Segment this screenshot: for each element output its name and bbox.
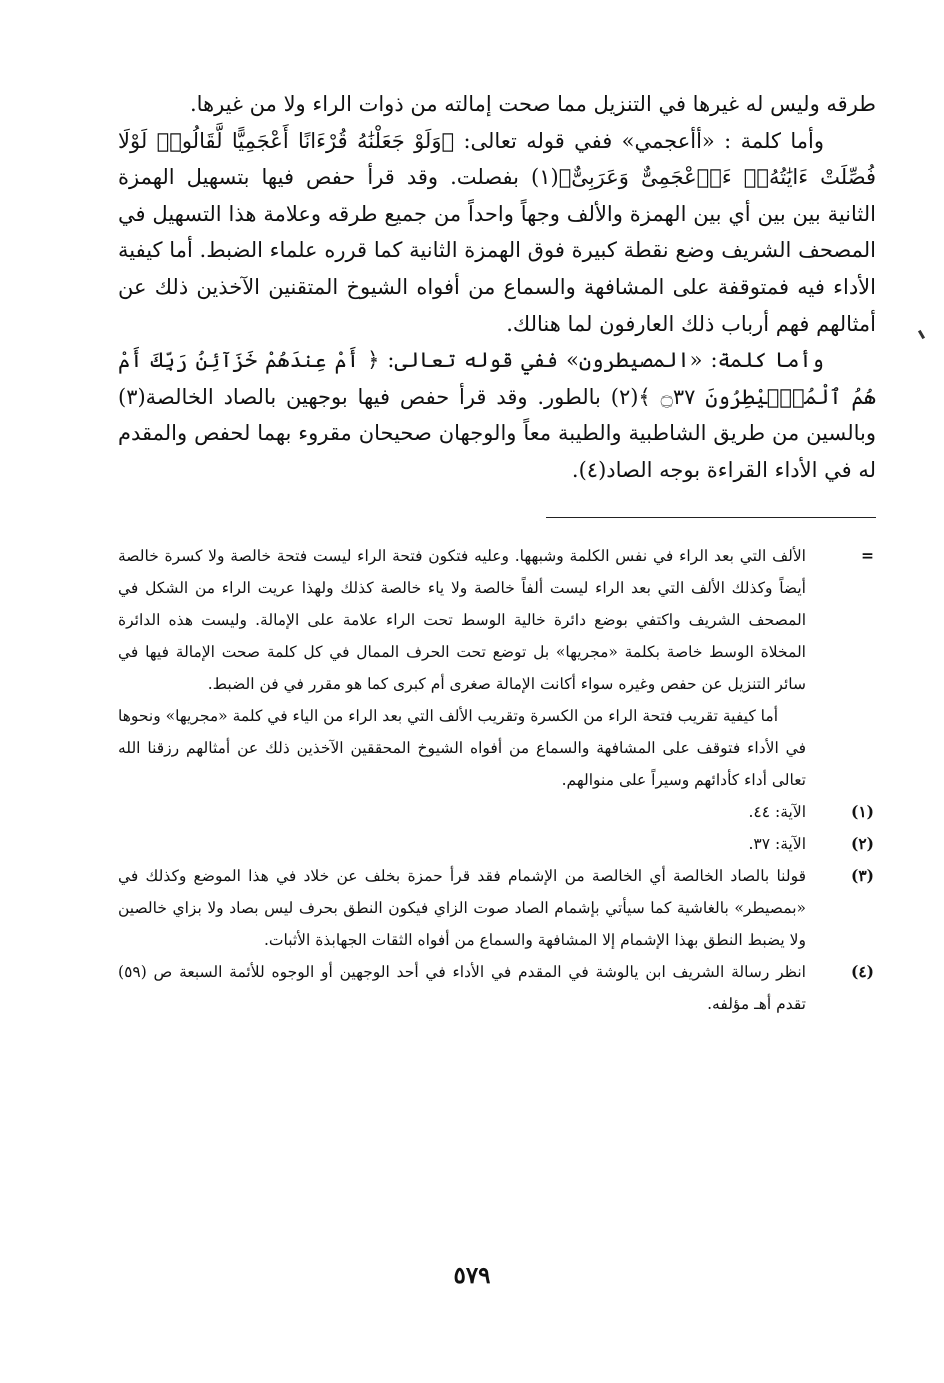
main-paragraph-2: وأما كلمة : «أأعجمي» ففي قوله تعالى: ﴿وَلَوْ جَعَلْنَٰهُ قُرْءَانًا أَعْجَمِيًّا لَّقَالُوا۟ لَوْلَا فُصِّلَتْ ءَايَٰتُهُۥٓ ءَا۬عْجَمِىٌّ وَعَرَبِىٌّ﴾(١) بفصلت. وقد قرأ حفص فيها بتسهيل الهمزة الثانية بين بين أي بين الهمزة والألف وجهاً واحداً من جميع طرقه وعلامة هذا التسهيل في المصحف الشريف وضع نقطة كبيرة فوق الهمزة الثانية كما قرره علماء الضبط. أما كيفية الأداء فيه فمتوقفة على المشافهة والسماع من أفواه الشيوخ المتقنين الآخذين ذلك عن أمثالهم فهم أرباب ذلك العارفون لما هنالك.	[118, 128, 876, 336]
footnote-text: الآية: ٤٤.	[748, 802, 806, 821]
main-paragraph-3: وأما كلمة: «المصيطرون» ففي قوله تعالى: ﴿ أَمْ عِندَهُمْ خَزَآئِنُ رَبِّكَ أَمْ هُمُ ٱلْمُصَۜيْطِرُونَ ۝٣٧ ﴾(٢) بالطور. وقد قرأ حفص فيها بوجهين بالصاد الخالصة(٣) وبالسين من طريق الشاطبية والطيبة معاً والوجهان صحيحان مقروء بهما لحفص والمقدم له في الأداء القراءة بوجه الصاد(٤).	[118, 348, 876, 482]
footnote-continuation	[118, 540, 876, 796]
main-text	[118, 86, 876, 489]
footnote-text: الآية: ٣٧.	[748, 834, 806, 853]
footnote-2	[118, 828, 876, 860]
footnote-text: انظر رسالة الشريف ابن يالوشة في المقدم في الأداء في أحد الوجهين أو الوجوه للأئمة السبعة ص (٥٩) تقدم أهـ مؤلفه.	[118, 962, 806, 1013]
footnote-4	[118, 956, 876, 1020]
footnote-3	[118, 860, 876, 956]
footnote-number: (٢)	[850, 833, 874, 853]
footnote-number: (١)	[850, 801, 874, 821]
footnote-number: (٤)	[850, 961, 874, 981]
continuation-paragraph-2: أما كيفية تقريب فتحة الراء من الكسرة وتقريب الألف التي بعد الراء من الياء في كلمة «مجريها» ونحوها في الأداء فتوقف على المشافهة والسماع من أفواه الشيوخ المحققين الآخذين ذلك عن أمثالهم رزقنا الله تعالى أداء كأدائهم وسيراً على منوالهم.	[118, 706, 806, 789]
footnotes	[118, 540, 876, 1020]
page-body	[118, 86, 876, 1346]
footnote-number: (٣)	[850, 865, 874, 885]
footnote-divider	[546, 517, 876, 518]
main-paragraph-1: طرقه وليس له غيرها في التنزيل مما صحت إمالته من ذوات الراء ولا من غيرها.	[189, 92, 876, 116]
page-number: ٥٧٩	[453, 1262, 491, 1289]
continuation-paragraph-1: الألف التي بعد الراء في نفس الكلمة وشبهها. وعليه فتكون فتحة الراء ليست فتحة خالصة ولا كسرة خالصة أيضاً وكذلك الألف التي بعد الراء ليست ألفاً خالصة ولا ياء خالصة كذلك ولهذا عريت الراء من الشكل في المصحف الشريف واكتفي بوضع دائرة خالية الوسط تحت الراء علامة على الإمالة. وليست هذه الدائرة المخلاة الوسط خاصة بكلمة «مجريها» بل توضع تحت الحرف الممال في كل كلمة صحت الإمالة فيها في سائر التنزيل عن حفص وغيره سواء أكانت الإمالة صغرى أم كبرى كما هو مقرر في فن الضبط.	[118, 546, 806, 693]
continuation-text	[118, 540, 806, 796]
footnote-text: قولنا بالصاد الخالصة أي الخالصة من الإشمام فقد قرأ حمزة بخلف عن خلاد في هذا الموضع وكذلك في «بمصيطر» بالغاشية كما سيأتي بإشمام الصاد صوت الزاي فيكون النطق بحرف ليس بصاد ولا بزاي خالصين ولا يضبط النطق بهذا الإشمام إلا المشافهة والسماع من أفواه الثقات الجهابذة الأثبات.	[118, 866, 806, 949]
footnote-1	[118, 796, 876, 828]
margin-mark	[918, 330, 925, 339]
continuation-marker: =	[861, 545, 874, 565]
